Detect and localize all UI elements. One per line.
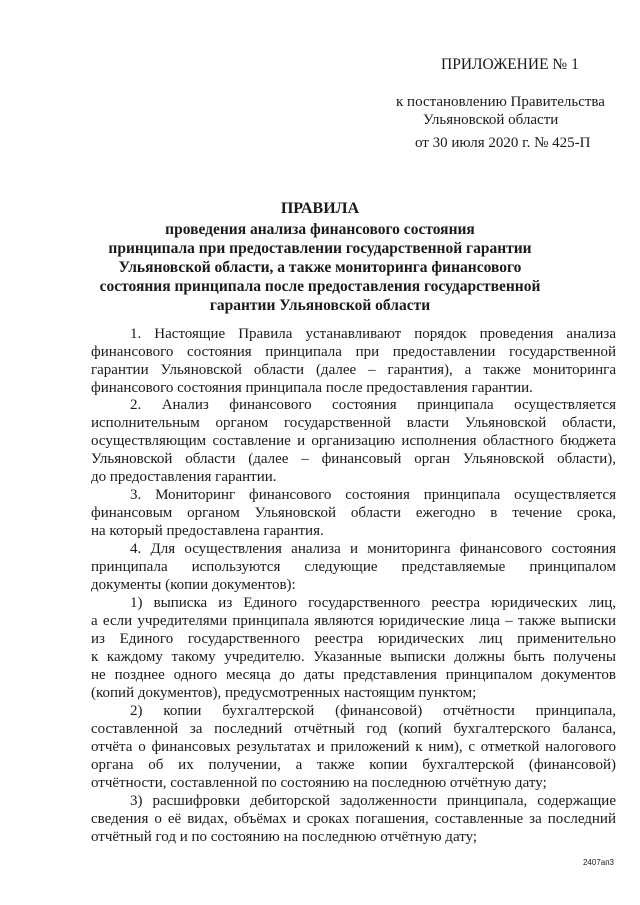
body-line: отчётный год и по состоянию на последнюю отчётную дату; bbox=[91, 829, 478, 845]
title-subline: принципала при предоставлении государственной гарантии bbox=[108, 240, 532, 257]
resolution-date: от 30 июля 2020 г. № 425-П bbox=[415, 135, 591, 151]
body-line: принципала используются следующие представляемые принципалом bbox=[91, 559, 616, 575]
body-line: Ульяновской области (далее – финансовый орган Ульяновской области), bbox=[91, 451, 616, 467]
body-line: на который предоставлена гарантия. bbox=[91, 523, 324, 539]
body-line: (копий документов), предусмотренных настоящим пунктом; bbox=[91, 685, 477, 701]
body-line: составленной за последний отчётный год (копий бухгалтерского баланса, bbox=[91, 721, 616, 737]
body-line: отчётности, составленной по состоянию на последнюю отчётную дату; bbox=[91, 775, 547, 791]
body-line: 1. Настоящие Правила устанавливают порядок проведения анализа bbox=[130, 326, 616, 342]
body-line: финансового состояния принципала после предоставления гарантии. bbox=[91, 380, 533, 396]
document-title: ПРАВИЛА bbox=[280, 200, 360, 217]
body-line: отчёта о финансовых результатах и приложений к ним), с отметкой налогового bbox=[91, 739, 616, 755]
body-line: исполнительным органом государственной власти Ульяновской области, bbox=[91, 415, 616, 431]
body-line: 3. Мониторинг финансового состояния принципала осуществляется bbox=[130, 487, 616, 503]
title-subline: проведения анализа финансового состояния bbox=[165, 221, 475, 238]
body-line: 3) расшифровки дебиторской задолженности принципала, содержащие bbox=[130, 793, 616, 809]
title-subline: Ульяновской области, а также мониторинга финансового bbox=[118, 259, 522, 276]
document-code: 2407ап3 bbox=[582, 858, 614, 867]
body-line: а если учредителями принципала являются юридические лица – также выписки bbox=[91, 613, 616, 629]
resolution-line-2: Ульяновской области bbox=[423, 112, 559, 128]
resolution-line-1: к постановлению Правительства bbox=[396, 94, 605, 110]
body-line: не позднее одного месяца до даты представления принципалом документов bbox=[91, 667, 616, 683]
body-line: 2. Анализ финансового состояния принципала осуществляется bbox=[130, 397, 616, 413]
body-line: финансовым органом Ульяновской области ежегодно в течение срока, bbox=[91, 505, 616, 521]
body-line: из Единого государственного реестра юридических лиц применительно bbox=[91, 631, 616, 647]
annex-heading: ПРИЛОЖЕНИЕ № 1 bbox=[441, 56, 579, 73]
body-line: к каждому такому учредителю. Указанные выписки должны быть получены bbox=[91, 649, 616, 665]
body-line: гарантии Ульяновской области (далее – гарантия), а также мониторинга bbox=[91, 362, 616, 378]
body-line: осуществляющим составление и организацию исполнения областного бюджета bbox=[91, 433, 616, 449]
body-line: 4. Для осуществления анализа и мониторинга финансового состояния bbox=[130, 541, 616, 557]
body-line: 2) копии бухгалтерской (финансовой) отчётности принципала, bbox=[130, 703, 616, 719]
body-line: 1) выписка из Единого государственного реестра юридических лиц, bbox=[130, 595, 616, 611]
body-line: органа об их получении, а также копии бухгалтерской (финансовой) bbox=[91, 757, 616, 773]
title-subline: гарантии Ульяновской области bbox=[209, 297, 431, 314]
body-line: документы (копии документов): bbox=[91, 577, 296, 593]
body-line: финансового состояния принципала при предоставлении государственной bbox=[91, 344, 616, 360]
body-line: сведения о её видах, объёмах и сроках погашения, составленные за последний bbox=[91, 811, 616, 827]
body-line: до предоставления гарантии. bbox=[91, 469, 277, 485]
title-subline: состояния принципала после предоставления государственной bbox=[99, 278, 541, 295]
